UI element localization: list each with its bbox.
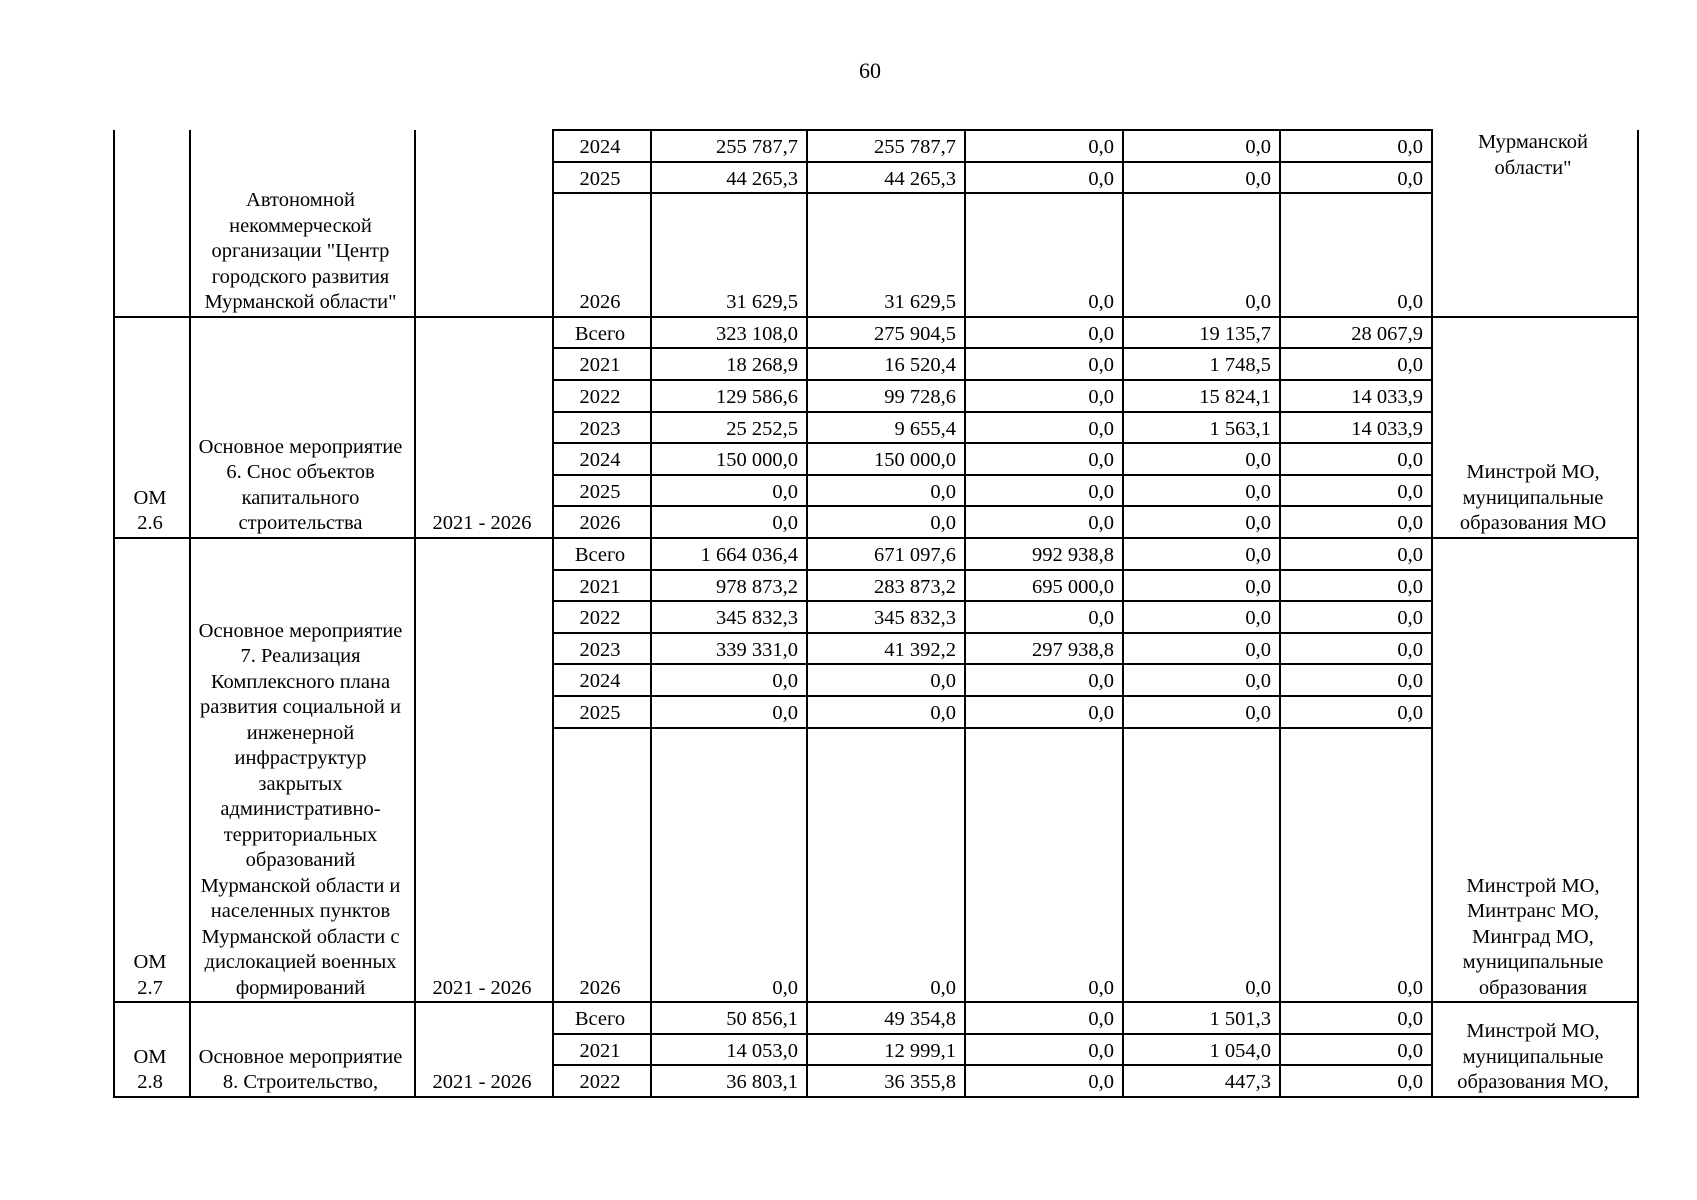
federal-amount-cell: 0,0	[965, 1034, 1123, 1066]
extra-amount-cell: 0,0	[1280, 696, 1432, 728]
total-amount-cell: 14 053,0	[651, 1034, 807, 1066]
extra-amount-cell: 0,0	[1280, 162, 1432, 194]
total-amount-cell: 255 787,7	[651, 130, 807, 162]
extra-amount-cell: 0,0	[1280, 506, 1432, 538]
regional-amount-cell: 150 000,0	[807, 443, 965, 475]
federal-amount-cell: 0,0	[965, 696, 1123, 728]
local-amount-cell: 0,0	[1123, 696, 1280, 728]
year-cell: 2026	[553, 506, 651, 538]
local-amount-cell: 0,0	[1123, 538, 1280, 570]
year-cell: 2021	[553, 570, 651, 602]
federal-amount-cell: 695 000,0	[965, 570, 1123, 602]
local-amount-cell: 0,0	[1123, 475, 1280, 507]
implementation-period: 2021 - 2026	[415, 538, 553, 1002]
total-amount-cell: 0,0	[651, 664, 807, 696]
local-amount-cell: 0,0	[1123, 633, 1280, 665]
total-amount-cell: 323 108,0	[651, 317, 807, 349]
year-cell: Всего	[553, 538, 651, 570]
extra-amount-cell: 0,0	[1280, 538, 1432, 570]
total-amount-cell: 25 252,5	[651, 412, 807, 444]
regional-amount-cell: 275 904,5	[807, 317, 965, 349]
measure-name: Автономной некоммерческой организации "Центр городского развития Мурманской области"	[190, 130, 415, 317]
measure-name: Основное мероприятие 8. Строительство,	[190, 1002, 415, 1097]
total-amount-cell: 978 873,2	[651, 570, 807, 602]
table-row	[114, 317, 1638, 349]
year-cell: 2026	[553, 728, 651, 1003]
extra-amount-cell: 0,0	[1280, 1002, 1432, 1034]
measure-code: ОМ 2.8	[114, 1002, 190, 1097]
total-amount-cell: 339 331,0	[651, 633, 807, 665]
local-amount-cell: 0,0	[1123, 443, 1280, 475]
responsible-executor: Минстрой МО, муниципальные образования МО,	[1432, 1002, 1638, 1097]
federal-amount-cell: 0,0	[965, 1065, 1123, 1097]
local-amount-cell: 0,0	[1123, 664, 1280, 696]
total-amount-cell: 36 803,1	[651, 1065, 807, 1097]
regional-amount-cell: 0,0	[807, 696, 965, 728]
regional-amount-cell: 0,0	[807, 475, 965, 507]
extra-amount-cell: 0,0	[1280, 348, 1432, 380]
responsible-executor: Минстрой МО, муниципальные образования МО	[1432, 317, 1638, 538]
year-cell: 2022	[553, 601, 651, 633]
extra-amount-cell: 0,0	[1280, 728, 1432, 1003]
regional-amount-cell: 49 354,8	[807, 1002, 965, 1034]
responsible-executor: Минстрой МО, Минтранс МО, Минград МО, муниципальные образования	[1432, 538, 1638, 1002]
regional-amount-cell: 12 999,1	[807, 1034, 965, 1066]
regional-amount-cell: 44 265,3	[807, 162, 965, 194]
local-amount-cell: 1 563,1	[1123, 412, 1280, 444]
regional-amount-cell: 36 355,8	[807, 1065, 965, 1097]
extra-amount-cell: 0,0	[1280, 664, 1432, 696]
year-cell: 2022	[553, 380, 651, 412]
local-amount-cell: 0,0	[1123, 601, 1280, 633]
year-cell: 2025	[553, 475, 651, 507]
regional-amount-cell: 16 520,4	[807, 348, 965, 380]
local-amount-cell: 0,0	[1123, 728, 1280, 1003]
federal-amount-cell: 0,0	[965, 130, 1123, 162]
federal-amount-cell: 0,0	[965, 664, 1123, 696]
regional-amount-cell: 31 629,5	[807, 193, 965, 317]
federal-amount-cell: 992 938,8	[965, 538, 1123, 570]
total-amount-cell: 50 856,1	[651, 1002, 807, 1034]
year-cell: 2023	[553, 633, 651, 665]
local-amount-cell: 15 824,1	[1123, 380, 1280, 412]
total-amount-cell: 0,0	[651, 475, 807, 507]
year-cell: 2022	[553, 1065, 651, 1097]
federal-amount-cell: 0,0	[965, 506, 1123, 538]
extra-amount-cell: 0,0	[1280, 443, 1432, 475]
extra-amount-cell: 28 067,9	[1280, 317, 1432, 349]
local-amount-cell: 1 748,5	[1123, 348, 1280, 380]
year-cell: 2024	[553, 443, 651, 475]
local-amount-cell: 447,3	[1123, 1065, 1280, 1097]
regional-amount-cell: 41 392,2	[807, 633, 965, 665]
extra-amount-cell: 0,0	[1280, 1034, 1432, 1066]
measure-code	[114, 130, 190, 317]
local-amount-cell: 1 501,3	[1123, 1002, 1280, 1034]
measure-name: Основное мероприятие 7. Реализация Комплексного плана развития социальной и инженерной инфраструктур закрытых административно-территориальных образований Мурманской области и населенных пунктов Мурманской области с дислокацией военных формирований	[190, 538, 415, 1002]
federal-amount-cell: 0,0	[965, 162, 1123, 194]
federal-amount-cell: 0,0	[965, 193, 1123, 317]
total-amount-cell: 0,0	[651, 728, 807, 1003]
federal-amount-cell: 0,0	[965, 1002, 1123, 1034]
budget-table-body	[114, 130, 1638, 1097]
budget-table	[113, 129, 1639, 1098]
year-cell: 2021	[553, 348, 651, 380]
federal-amount-cell: 0,0	[965, 728, 1123, 1003]
total-amount-cell: 150 000,0	[651, 443, 807, 475]
year-cell: Всего	[553, 317, 651, 349]
table-row	[114, 130, 1638, 162]
extra-amount-cell: 0,0	[1280, 1065, 1432, 1097]
extra-amount-cell: 0,0	[1280, 193, 1432, 317]
measure-name: Основное мероприятие 6. Снос объектов капитального строительства	[190, 317, 415, 538]
extra-amount-cell: 0,0	[1280, 601, 1432, 633]
extra-amount-cell: 0,0	[1280, 475, 1432, 507]
extra-amount-cell: 0,0	[1280, 570, 1432, 602]
implementation-period: 2021 - 2026	[415, 317, 553, 538]
total-amount-cell: 0,0	[651, 696, 807, 728]
measure-code: ОМ 2.6	[114, 317, 190, 538]
responsible-executor: Мурманской области"	[1432, 130, 1638, 317]
federal-amount-cell: 0,0	[965, 380, 1123, 412]
regional-amount-cell: 283 873,2	[807, 570, 965, 602]
total-amount-cell: 345 832,3	[651, 601, 807, 633]
regional-amount-cell: 9 655,4	[807, 412, 965, 444]
federal-amount-cell: 0,0	[965, 317, 1123, 349]
total-amount-cell: 18 268,9	[651, 348, 807, 380]
federal-amount-cell: 297 938,8	[965, 633, 1123, 665]
page-number: 60	[859, 58, 881, 83]
year-cell: 2026	[553, 193, 651, 317]
local-amount-cell: 19 135,7	[1123, 317, 1280, 349]
federal-amount-cell: 0,0	[965, 443, 1123, 475]
federal-amount-cell: 0,0	[965, 475, 1123, 507]
regional-amount-cell: 345 832,3	[807, 601, 965, 633]
year-cell: 2021	[553, 1034, 651, 1066]
year-cell: 2025	[553, 696, 651, 728]
total-amount-cell: 44 265,3	[651, 162, 807, 194]
year-cell: 2023	[553, 412, 651, 444]
measure-code: ОМ 2.7	[114, 538, 190, 1002]
regional-amount-cell: 0,0	[807, 664, 965, 696]
regional-amount-cell: 99 728,6	[807, 380, 965, 412]
extra-amount-cell: 0,0	[1280, 130, 1432, 162]
implementation-period: 2021 - 2026	[415, 1002, 553, 1097]
local-amount-cell: 0,0	[1123, 570, 1280, 602]
total-amount-cell: 31 629,5	[651, 193, 807, 317]
federal-amount-cell: 0,0	[965, 601, 1123, 633]
budget-table-container	[113, 129, 1639, 1098]
local-amount-cell: 1 054,0	[1123, 1034, 1280, 1066]
federal-amount-cell: 0,0	[965, 412, 1123, 444]
local-amount-cell: 0,0	[1123, 130, 1280, 162]
year-cell: 2025	[553, 162, 651, 194]
extra-amount-cell: 14 033,9	[1280, 380, 1432, 412]
extra-amount-cell: 0,0	[1280, 633, 1432, 665]
local-amount-cell: 0,0	[1123, 506, 1280, 538]
federal-amount-cell: 0,0	[965, 348, 1123, 380]
implementation-period	[415, 130, 553, 317]
total-amount-cell: 0,0	[651, 506, 807, 538]
regional-amount-cell: 0,0	[807, 728, 965, 1003]
regional-amount-cell: 255 787,7	[807, 130, 965, 162]
year-cell: 2024	[553, 130, 651, 162]
table-row	[114, 538, 1638, 570]
year-cell: 2024	[553, 664, 651, 696]
local-amount-cell: 0,0	[1123, 193, 1280, 317]
table-row	[114, 1002, 1638, 1034]
regional-amount-cell: 671 097,6	[807, 538, 965, 570]
total-amount-cell: 1 664 036,4	[651, 538, 807, 570]
local-amount-cell: 0,0	[1123, 162, 1280, 194]
regional-amount-cell: 0,0	[807, 506, 965, 538]
year-cell: Всего	[553, 1002, 651, 1034]
extra-amount-cell: 14 033,9	[1280, 412, 1432, 444]
total-amount-cell: 129 586,6	[651, 380, 807, 412]
